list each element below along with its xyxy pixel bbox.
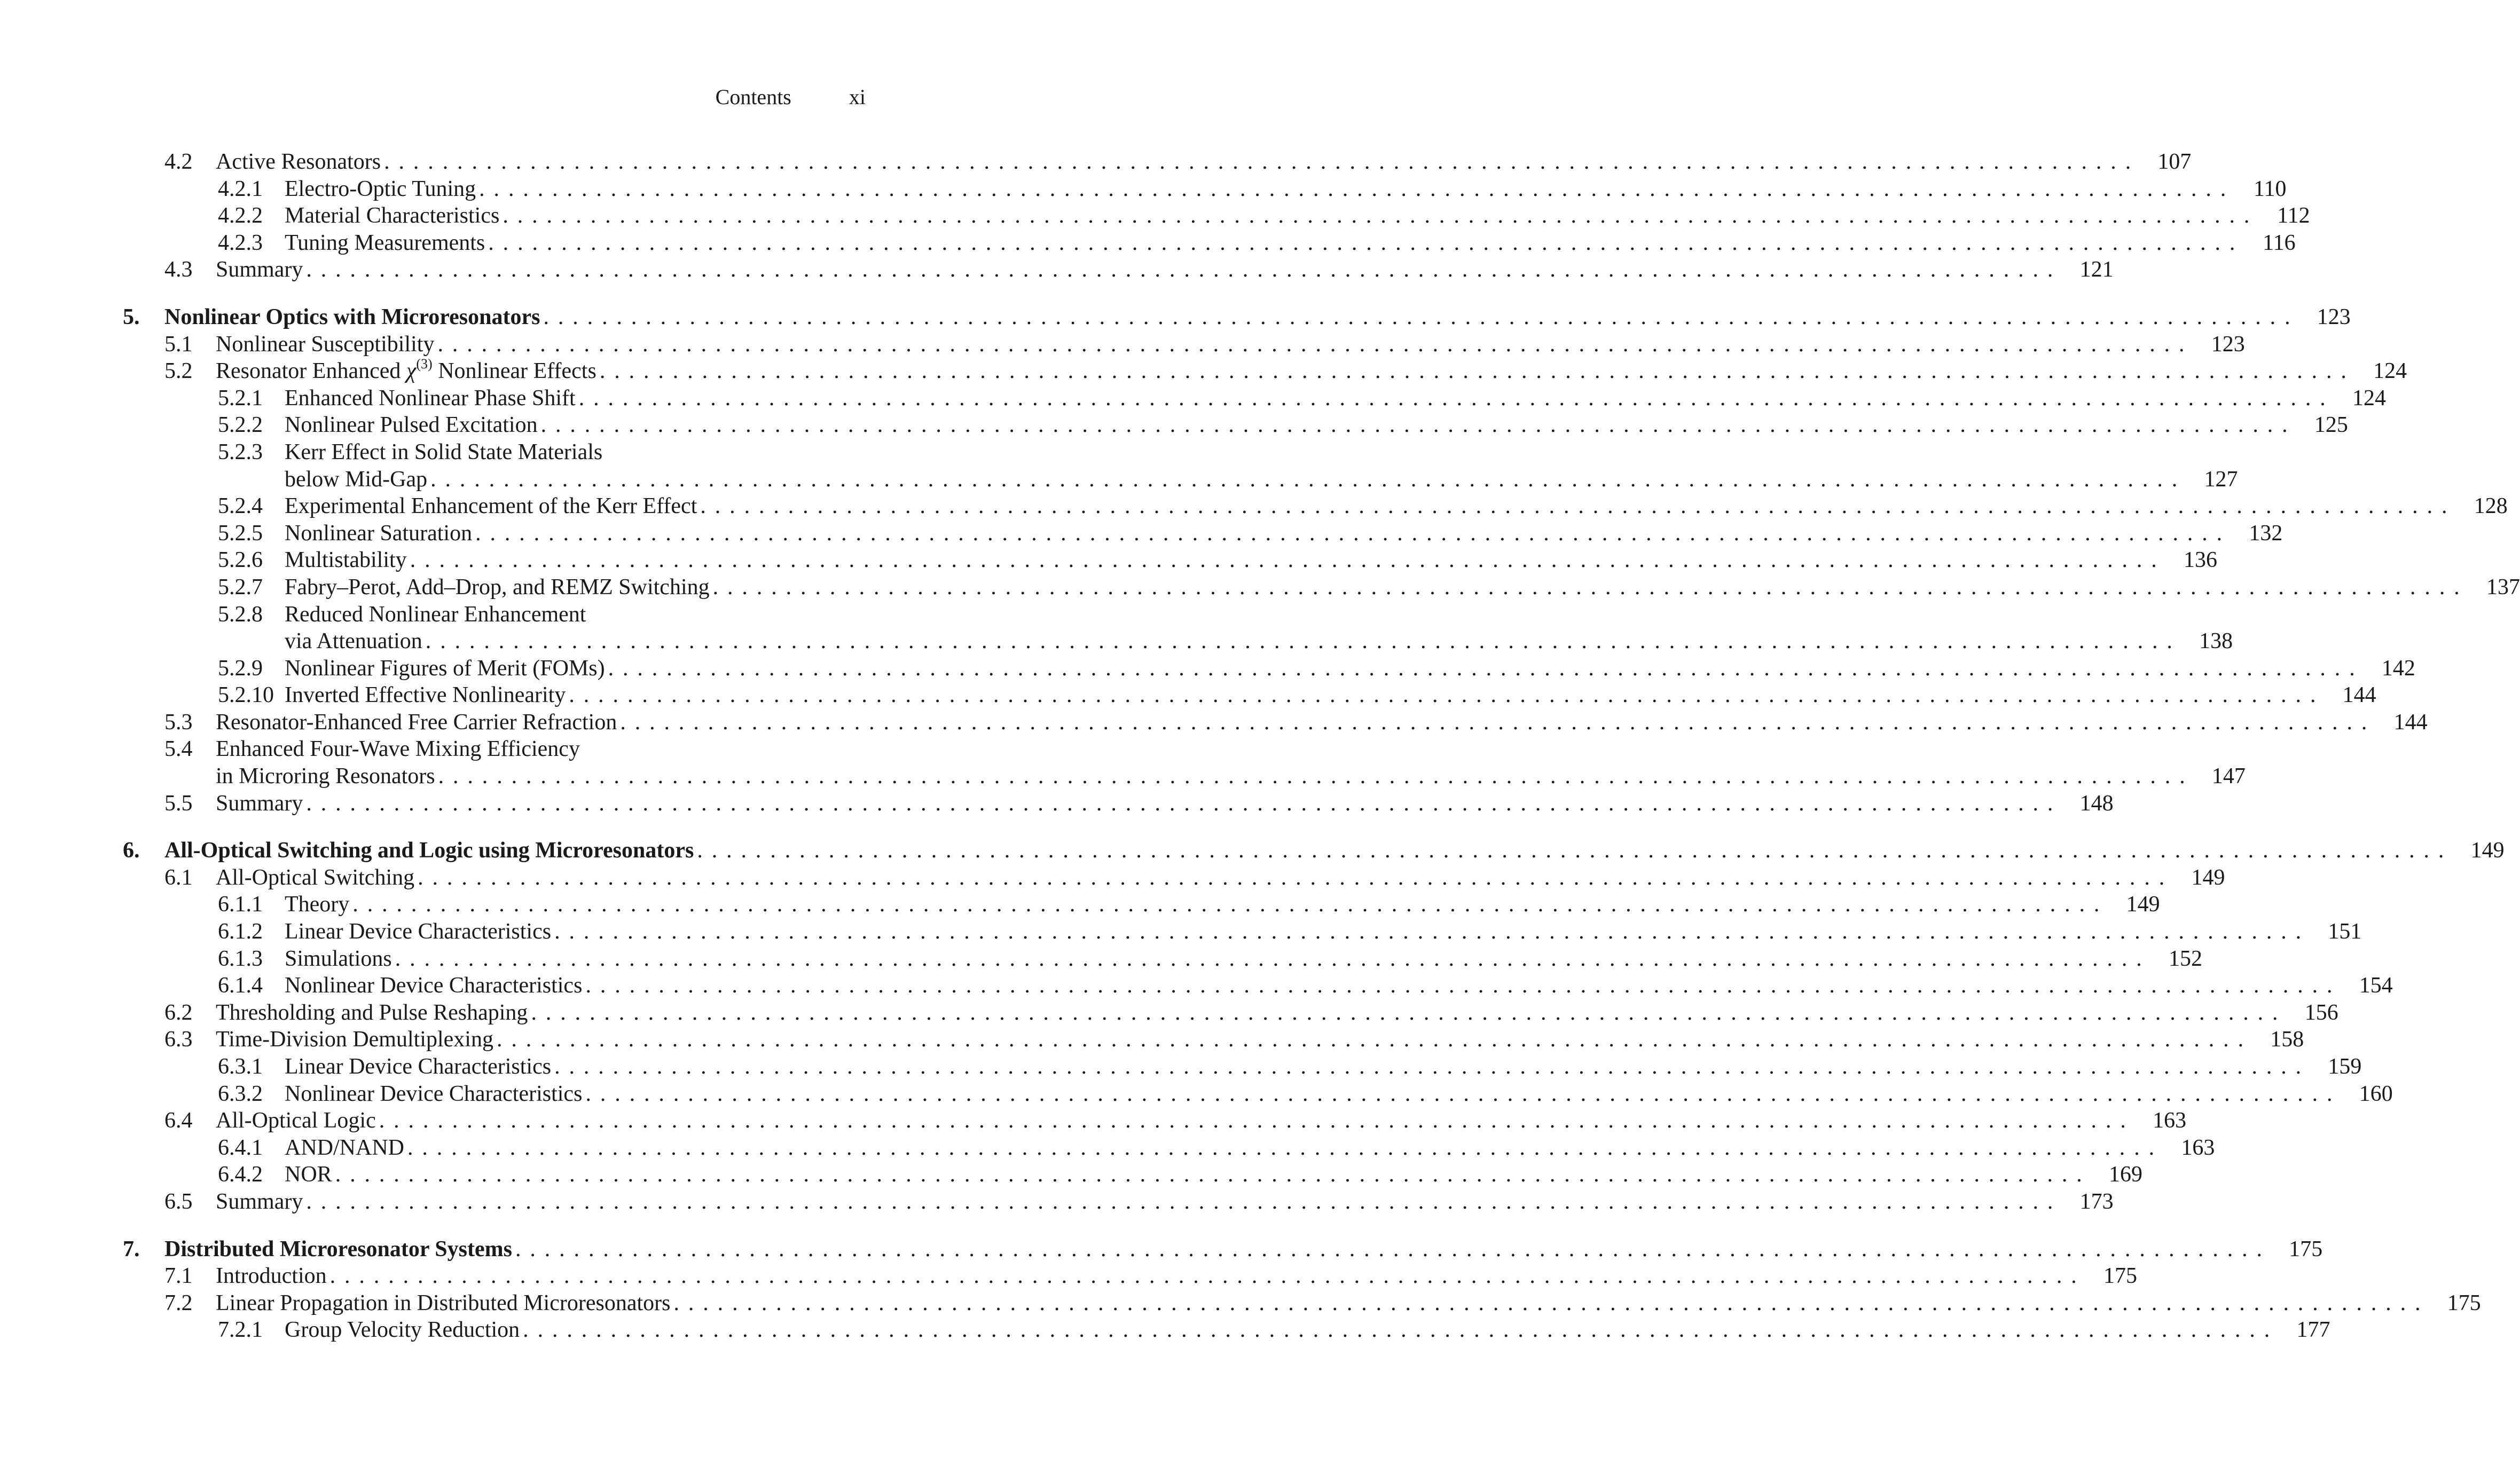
toc-entry-line [285,972,2393,999]
toc-entry[interactable] [123,790,2114,817]
toc-entry-title: Linear Device Characteristics [285,1054,552,1079]
toc-entry-line [285,918,2362,945]
dot-leader: . . . . . . . . . . . . . . . . . . . . . . . . . . . . . . . . . . . . . . . . . . . . . . . . . . . . . . . . . . . . . . . . . . . . . . . . . . . . . . . . . . . . . . . . . . . . . . . . . . . . . . . . . . . . . . . . . . . . . . . . [523,1318,2272,1343]
toc-entry[interactable] [123,763,2246,790]
toc-entry-line [285,601,866,628]
toc-entry-line [285,574,2520,601]
toc-entry-line [285,655,2415,682]
toc-entry[interactable] [123,1317,2330,1344]
toc-entry-title: Nonlinear Device Characteristics [285,973,583,998]
toc-entry-title: Experimental Enhancement of the Kerr Effect [285,494,697,519]
toc-entry-title: Thresholding and Pulse Reshaping [216,1000,528,1025]
toc-entry-page: 158 [2270,1027,2304,1052]
toc-entry[interactable] [123,709,2428,736]
toc-entry-number: 6.2 [164,1000,193,1025]
toc-entry[interactable] [123,1134,2215,1162]
header-page-number: xi [849,85,866,109]
toc-entry-page: 132 [2249,521,2283,546]
toc-entry-line [216,763,2246,790]
toc-entry-line [285,493,2508,520]
toc-entry-title: below Mid-Gap [285,467,428,492]
toc-entry-page: 138 [2199,629,2233,654]
toc-entry-number: 5.4 [164,737,193,762]
toc-entry-number: 5. [123,304,140,329]
toc-entry-number: 5.2.2 [218,413,263,438]
dot-leader: . . . . . . . . . . . . . . . . . . . . . . . . . . . . . . . . . . . . . . . . . . . . . . . . . . . . . . . . . . . . . . . . . . . . . . . . . . . . . . . . . . . . . . . . . . . . . . . . . . . . . . . . . . . . . . . . . . . . . . . . [569,683,2318,708]
toc-entry-line [285,466,2238,493]
toc-entry[interactable] [123,493,2508,520]
toc-entry-page: 107 [2157,149,2192,174]
dot-leader: . . . . . . . . . . . . . . . . . . . . . . . . . . . . . . . . . . . . . . . . . . . . . . . . . . . . . . . . . . . . . . . . . . . . . . . . . . . . . . . . . . . . . . . . . . . . . . . . . . . . . . . . . . . . . . . . . . . . . . . . [515,1236,2264,1262]
toc-entry-page: 124 [2352,385,2386,411]
toc-entry-number: 5.2.5 [218,521,263,546]
dot-leader: . . . . . . . . . . . . . . . . . . . . . . . . . . . . . . . . . . . . . . . . . . . . . . . . . . . . . . . . . . . . . . . . . . . . . . . . . . . . . . . . . . . . . . . . . . . . . . . . . . . . . . . . . . . . . . . . . . . . . . . . [554,919,2303,944]
toc-entry-title: All-Optical Switching and Logic using Microresonators [164,838,694,863]
toc-entry-number: 6. [123,838,140,863]
toc-chapter-entry[interactable] [123,1236,2323,1263]
toc-entry-number: 5.2.7 [218,574,263,600]
toc-entry-line [216,256,2114,283]
dot-leader: . . . . . . . . . . . . . . . . . . . . . . . . . . . . . . . . . . . . . . . . . . . . . . . . . . . . . . . . . . . . . . . . . . . . . . . . . . . . . . . . . . . . . . . . . . . . . . . . . . . . . . . . . . . . . . . . . . . . . . . . [488,230,2237,255]
dot-leader: . . . . . . . . . . . . . . . . . . . . . . . . . . . . . . . . . . . . . . . . . . . . . . . . . . . . . . . . . . . . . . . . . . . . . . . . . . . . . . . . . . . . . . . . . . . . . . . . . . . . . . . . . . . . . . . . . . . . . . . . [578,385,2327,411]
toc-entry[interactable] [123,202,2310,230]
toc-entry-title: Electro-Optic Tuning [285,176,476,201]
table-of-contents [123,148,2520,1344]
toc-entry-number: 6.1.3 [218,946,263,971]
toc-entry[interactable] [123,520,2283,547]
toc-entry-page: 142 [2381,656,2415,681]
toc-entry-line [285,682,2376,709]
toc-entry-title: via Attenuation [285,629,422,654]
toc-entry[interactable] [123,356,2407,385]
toc-entry[interactable] [123,439,866,466]
toc-entry-title: Reduced Nonlinear Enhancement [285,602,586,627]
toc-entry-line [285,628,2233,655]
toc-entry-title: NOR [285,1162,332,1187]
toc-entry-line [216,331,2245,358]
toc-entry[interactable] [123,574,2520,601]
toc-entry-title: Group Velocity Reduction [285,1318,520,1343]
toc-entry-page: 177 [2296,1318,2330,1343]
toc-entry-title: Material Characteristics [285,203,500,228]
toc-entry-line [285,202,2310,230]
toc-entry-number: 5.3 [164,710,193,735]
dot-leader: . . . . . . . . . . . . . . . . . . . . . . . . . . . . . . . . . . . . . . . . . . . . . . . . . . . . . . . . . . . . . . . . . . . . . . . . . . . . . . . . . . . . . . . . . . . . . . . . . . . . . . . . . . . . . . . . . . . . . . . . [503,203,2251,228]
toc-entry-page: 159 [2328,1054,2362,1079]
toc-entry[interactable] [123,1161,2142,1188]
dot-leader: . . . . . . . . . . . . . . . . . . . . . . . . . . . . . . . . . . . . . . . . . . . . . . . . . . . . . . . . . . . . . . . . . . . . . . . . . . . . . . . . . . . . . . . . . . . . . . . . . . . . . . . . . . . . . . . . . . . . . . . . [418,865,2166,890]
dot-leader: . . . . . . . . . . . . . . . . . . . . . . . . . . . . . . . . . . . . . . . . . . . . . . . . . . . . . . . . . . . . . . . . . . . . . . . . . . . . . . . . . . . . . . . . . . . . . . . . . . . . . . . . . . . . . . . . . . . . . . . . [335,1162,2084,1187]
toc-entry-title: Fabry–Perot, Add–Drop, and REMZ Switching [285,574,710,600]
toc-entry-number: 7.1 [164,1264,193,1289]
toc-entry-title: AND/NAND [285,1135,404,1160]
toc-entry-page: 163 [2153,1108,2187,1133]
dot-leader: . . . . . . . . . . . . . . . . . . . . . . . . . . . . . . . . . . . . . . . . . . . . . . . . . . . . . . . . . . . . . . . . . . . . . . . . . . . . . . . . . . . . . . . . . . . . . . . . . . . . . . . . . . . . . . . . . . . . . . . . [700,494,2449,519]
toc-entry-title: Distributed Microresonator Systems [164,1236,512,1262]
toc-entry-line [216,148,2192,176]
dot-leader: . . . . . . . . . . . . . . . . . . . . . . . . . . . . . . . . . . . . . . . . . . . . . . . . . . . . . . . . . . . . . . . . . . . . . . . . . . . . . . . . . . . . . . . . . . . . . . . . . . . . . . . . . . . . . . . . . . . . . . . . [608,656,2357,681]
toc-entry-page: 151 [2328,919,2362,944]
toc-entry-number: 6.3.1 [218,1054,263,1079]
dot-leader: . . . . . . . . . . . . . . . . . . . . . . . . . . . . . . . . . . . . . . . . . . . . . . . . . . . . . . . . . . . . . . . . . . . . . . . . . . . . . . . . . . . . . . . . . . . . . . . . . . . . . . . . . . . . . . . . . . . . . . . . [430,467,2179,492]
toc-entry-line [285,1053,2362,1081]
toc-entry-title: Multistability [285,548,407,573]
toc-entry-number: 6.4.1 [218,1135,263,1160]
toc-entry-number: 7.2 [164,1290,193,1315]
toc-entry-title: All-Optical Logic [216,1108,376,1133]
toc-entry-title: Tuning Measurements [285,230,485,255]
toc-entry-number: 4.3 [164,257,193,282]
toc-entry[interactable] [123,972,2393,999]
toc-entry-number: 7.2.1 [218,1318,263,1343]
toc-entry-line [216,1188,2114,1216]
toc-entry-title: Nonlinear Optics with Microresonators [164,304,540,329]
toc-entry[interactable] [123,331,2245,358]
toc-entry-page: 124 [2373,359,2407,384]
toc-entry[interactable] [123,736,866,763]
toc-entry-page: 163 [2181,1135,2215,1160]
toc-entry-page: 112 [2277,203,2310,228]
dot-leader: . . . . . . . . . . . . . . . . . . . . . . . . . . . . . . . . . . . . . . . . . . . . . . . . . . . . . . . . . . . . . . . . . . . . . . . . . . . . . . . . . . . . . . . . . . . . . . . . . . . . . . . . . . . . . . . . . . . . . . . . [306,257,2055,282]
toc-entry-page: 152 [2169,946,2203,971]
toc-entry-line [216,356,2407,385]
running-header [716,84,866,109]
toc-entry-page: 149 [2191,865,2225,890]
toc-entry-line [285,176,2287,203]
dot-leader: . . . . . . . . . . . . . . . . . . . . . . . . . . . . . . . . . . . . . . . . . . . . . . . . . . . . . . . . . . . . . . . . . . . . . . . . . . . . . . . . . . . . . . . . . . . . . . . . . . . . . . . . . . . . . . . . . . . . . . . . [407,1135,2156,1160]
header-section-title: Contents [715,85,791,109]
dot-leader: . . . . . . . . . . . . . . . . . . . . . . . . . . . . . . . . . . . . . . . . . . . . . . . . . . . . . . . . . . . . . . . . . . . . . . . . . . . . . . . . . . . . . . . . . . . . . . . . . . . . . . . . . . . . . . . . . . . . . . . . [585,973,2334,998]
toc-entry-page: 173 [2079,1189,2114,1214]
toc-entry-page: 160 [2359,1081,2393,1106]
toc-entry[interactable] [123,864,2225,892]
toc-entry-number: 7. [123,1236,140,1262]
toc-entry-line [285,945,2203,973]
toc-entry-page: 123 [2211,332,2245,357]
toc-entry-page: 149 [2470,838,2505,863]
toc-entry[interactable] [123,1107,2187,1134]
toc-entry-line [285,439,866,466]
toc-entry-page: 156 [2304,1000,2338,1025]
toc-entry-title: Summary [216,1189,303,1214]
toc-entry[interactable] [123,945,2203,973]
toc-entry-title: Summary [216,791,303,816]
dot-leader: . . . . . . . . . . . . . . . . . . . . . . . . . . . . . . . . . . . . . . . . . . . . . . . . . . . . . . . . . . . . . . . . . . . . . . . . . . . . . . . . . . . . . . . . . . . . . . . . . . . . . . . . . . . . . . . . . . . . . . . . [437,332,2186,357]
toc-entry-line [216,1107,2187,1134]
toc-entry-title: Active Resonators [216,149,381,174]
toc-entry[interactable] [123,256,2114,283]
toc-entry[interactable] [123,547,2217,574]
toc-entry-title: Linear Propagation in Distributed Microresonators [216,1290,671,1315]
toc-entry-number: 6.1 [164,865,193,890]
dot-leader: . . . . . . . . . . . . . . . . . . . . . . . . . . . . . . . . . . . . . . . . . . . . . . . . . . . . . . . . . . . . . . . . . . . . . . . . . . . . . . . . . . . . . . . . . . . . . . . . . . . . . . . . . . . . . . . . . . . . . . . . [540,413,2289,438]
toc-entry-page: 110 [2254,176,2287,201]
toc-entry-line [216,709,2428,736]
toc-entry-line [285,412,2348,439]
toc-entry-line [285,1161,2142,1188]
toc-entry[interactable] [123,655,2415,682]
toc-entry-number: 5.2.10 [218,683,274,708]
toc-entry-page: 121 [2079,257,2114,282]
toc-entry-title: Linear Device Characteristics [285,919,552,944]
dot-leader: . . . . . . . . . . . . . . . . . . . . . . . . . . . . . . . . . . . . . . . . . . . . . . . . . . . . . . . . . . . . . . . . . . . . . . . . . . . . . . . . . . . . . . . . . . . . . . . . . . . . . . . . . . . . . . . . . . . . . . . . [554,1054,2303,1079]
toc-entry-title: in Microring Resonators [216,764,435,789]
toc-entry[interactable] [123,385,2386,412]
toc-entry-number: 5.2.8 [218,602,263,627]
dot-leader: . . . . . . . . . . . . . . . . . . . . . . . . . . . . . . . . . . . . . . . . . . . . . . . . . . . . . . . . . . . . . . . . . . . . . . . . . . . . . . . . . . . . . . . . . . . . . . . . . . . . . . . . . . . . . . . . . . . . . . . . [425,629,2174,654]
toc-entry-number: 4.2.1 [218,176,263,201]
toc-entry-number: 5.5 [164,791,193,816]
toc-entry-line [285,547,2217,574]
toc-entry-page: 128 [2474,494,2508,519]
toc-entry-number: 5.2.4 [218,494,263,519]
toc-entry-page: 123 [2317,304,2351,329]
toc-entry-page: 137 [2486,574,2520,600]
toc-entry-number: 6.5 [164,1189,193,1214]
toc-entry[interactable] [123,1026,2304,1053]
dot-leader: . . . . . . . . . . . . . . . . . . . . . . . . . . . . . . . . . . . . . . . . . . . . . . . . . . . . . . . . . . . . . . . . . . . . . . . . . . . . . . . . . . . . . . . . . . . . . . . . . . . . . . . . . . . . . . . . . . . . . . . . [585,1081,2334,1106]
toc-entry-line [216,1263,2137,1290]
toc-entry-line [216,736,866,763]
dot-leader: . . . . . . . . . . . . . . . . . . . . . . . . . . . . . . . . . . . . . . . . . . . . . . . . . . . . . . . . . . . . . . . . . . . . . . . . . . . . . . . . . . . . . . . . . . . . . . . . . . . . . . . . . . . . . . . . . . . . . . . . [410,548,2158,573]
dot-leader: . . . . . . . . . . . . . . . . . . . . . . . . . . . . . . . . . . . . . . . . . . . . . . . . . . . . . . . . . . . . . . . . . . . . . . . . . . . . . . . . . . . . . . . . . . . . . . . . . . . . . . . . . . . . . . . . . . . . . . . . [306,1189,2055,1214]
toc-entry[interactable] [123,682,2376,709]
toc-entry[interactable] [123,412,2348,439]
toc-entry-title: Kerr Effect in Solid State Materials [285,439,603,464]
toc-entry-number: 5.2.9 [218,656,263,681]
toc-entry[interactable] [123,1188,2114,1216]
toc-entry[interactable] [123,1263,2137,1290]
toc-entry-number: 6.4.2 [218,1162,263,1187]
toc-entry-page: 154 [2359,973,2393,998]
toc-entry[interactable] [123,466,2238,493]
dot-leader: . . . . . . . . . . . . . . . . . . . . . . . . . . . . . . . . . . . . . . . . . . . . . . . . . . . . . . . . . . . . . . . . . . . . . . . . . . . . . . . . . . . . . . . . . . . . . . . . . . . . . . . . . . . . . . . . . . . . . . . . [543,304,2292,329]
toc-entry-line [216,1290,2481,1317]
toc-entry-title: Simulations [285,946,392,971]
dot-leader: . . . . . . . . . . . . . . . . . . . . . . . . . . . . . . . . . . . . . . . . . . . . . . . . . . . . . . . . . . . . . . . . . . . . . . . . . . . . . . . . . . . . . . . . . . . . . . . . . . . . . . . . . . . . . . . . . . . . . . . . [438,764,2187,789]
toc-entry-line [216,1026,2304,1053]
toc-entry[interactable] [123,628,2233,655]
dot-leader: . . . . . . . . . . . . . . . . . . . . . . . . . . . . . . . . . . . . . . . . . . . . . . . . . . . . . . . . . . . . . . . . . . . . . . . . . . . . . . . . . . . . . . . . . . . . . . . . . . . . . . . . . . . . . . . . . . . . . . . . [329,1264,2078,1289]
toc-entry-line [285,1134,2215,1162]
toc-entry-number: 4.2 [164,149,193,174]
toc-entry-title: Time-Division Demultiplexing [216,1027,493,1052]
dot-leader: . . . . . . . . . . . . . . . . . . . . . . . . . . . . . . . . . . . . . . . . . . . . . . . . . . . . . . . . . . . . . . . . . . . . . . . . . . . . . . . . . . . . . . . . . . . . . . . . . . . . . . . . . . . . . . . . . . . . . . . . [599,359,2349,384]
toc-entry-page: 148 [2079,791,2114,816]
toc-entry-page: 175 [2447,1290,2481,1315]
dot-leader: . . . . . . . . . . . . . . . . . . . . . . . . . . . . . . . . . . . . . . . . . . . . . . . . . . . . . . . . . . . . . . . . . . . . . . . . . . . . . . . . . . . . . . . . . . . . . . . . . . . . . . . . . . . . . . . . . . . . . . . . [531,1000,2280,1025]
toc-entry-title: Nonlinear Pulsed Excitation [285,413,538,438]
toc-entry-line [285,1317,2330,1344]
dot-leader: . . . . . . . . . . . . . . . . . . . . . . . . . . . . . . . . . . . . . . . . . . . . . . . . . . . . . . . . . . . . . . . . . . . . . . . . . . . . . . . . . . . . . . . . . . . . . . . . . . . . . . . . . . . . . . . . . . . . . . . . [712,574,2461,600]
toc-entry-page: 175 [2103,1264,2137,1289]
toc-entry-number: 4.2.2 [218,203,263,228]
toc-entry-number: 4.2.3 [218,230,263,255]
toc-entry-number: 6.4 [164,1108,193,1133]
toc-entry-number: 5.2.6 [218,548,263,573]
toc-entry-line [216,864,2225,892]
dot-leader: . . . . . . . . . . . . . . . . . . . . . . . . . . . . . . . . . . . . . . . . . . . . . . . . . . . . . . . . . . . . . . . . . . . . . . . . . . . . . . . . . . . . . . . . . . . . . . . . . . . . . . . . . . . . . . . . . . . . . . . . [479,176,2228,201]
toc-entry[interactable] [123,891,2160,918]
toc-entry-page: 116 [2263,230,2296,255]
toc-entry-title: All-Optical Switching [216,865,415,890]
toc-entry-page: 147 [2211,764,2246,789]
dot-leader: . . . . . . . . . . . . . . . . . . . . . . . . . . . . . . . . . . . . . . . . . . . . . . . . . . . . . . . . . . . . . . . . . . . . . . . . . . . . . . . . . . . . . . . . . . . . . . . . . . . . . . . . . . . . . . . . . . . . . . . . [673,1290,2422,1315]
toc-entry-title: Nonlinear Saturation [285,521,473,546]
toc-entry-title: Nonlinear Susceptibility [216,332,435,357]
toc-entry-page: 136 [2184,548,2217,573]
toc-entry[interactable] [123,1053,2362,1081]
toc-entry-line [164,304,2351,331]
toc-entry-page: 144 [2342,683,2376,708]
toc-entry[interactable] [123,601,866,628]
toc-entry-number: 5.1 [164,332,193,357]
toc-entry-number: 5.2.3 [218,439,263,464]
toc-entry-line [285,1081,2393,1108]
toc-entry[interactable] [123,176,2287,203]
toc-entry[interactable] [123,1081,2393,1108]
toc-entry[interactable] [123,230,2296,257]
toc-entry-title: Inverted Effective Nonlinearity [285,683,566,708]
dot-leader: . . . . . . . . . . . . . . . . . . . . . . . . . . . . . . . . . . . . . . . . . . . . . . . . . . . . . . . . . . . . . . . . . . . . . . . . . . . . . . . . . . . . . . . . . . . . . . . . . . . . . . . . . . . . . . . . . . . . . . . . [306,791,2055,816]
toc-entry-line [164,837,2505,864]
toc-entry-page: 149 [2126,892,2160,917]
toc-entry-page: 175 [2289,1236,2323,1262]
toc-entry-number: 6.3 [164,1027,193,1052]
toc-entry-number: 5.2.1 [218,385,263,411]
dot-leader: . . . . . . . . . . . . . . . . . . . . . . . . . . . . . . . . . . . . . . . . . . . . . . . . . . . . . . . . . . . . . . . . . . . . . . . . . . . . . . . . . . . . . . . . . . . . . . . . . . . . . . . . . . . . . . . . . . . . . . . . [496,1027,2246,1052]
toc-entry-title: Nonlinear Figures of Merit (FOMs) [285,656,605,681]
toc-entry[interactable] [123,918,2362,945]
dot-leader: . . . . . . . . . . . . . . . . . . . . . . . . . . . . . . . . . . . . . . . . . . . . . . . . . . . . . . . . . . . . . . . . . . . . . . . . . . . . . . . . . . . . . . . . . . . . . . . . . . . . . . . . . . . . . . . . . . . . . . . . [620,710,2369,735]
toc-entry-title: Summary [216,257,303,282]
toc-entry-title: Introduction [216,1264,327,1289]
dot-leader: . . . . . . . . . . . . . . . . . . . . . . . . . . . . . . . . . . . . . . . . . . . . . . . . . . . . . . . . . . . . . . . . . . . . . . . . . . . . . . . . . . . . . . . . . . . . . . . . . . . . . . . . . . . . . . . . . . . . . . . . [395,946,2144,971]
dot-leader: . . . . . . . . . . . . . . . . . . . . . . . . . . . . . . . . . . . . . . . . . . . . . . . . . . . . . . . . . . . . . . . . . . . . . . . . . . . . . . . . . . . . . . . . . . . . . . . . . . . . . . . . . . . . . . . . . . . . . . . . [352,892,2101,917]
toc-entry-number: 6.1.2 [218,919,263,944]
toc-entry-number: 5.2 [164,359,193,384]
toc-entry-number: 6.3.2 [218,1081,263,1106]
toc-entry-title: Enhanced Four-Wave Mixing Efficiency [216,737,580,762]
toc-entry-page: 125 [2314,413,2348,438]
toc-entry[interactable] [123,1290,2481,1317]
toc-entry-line [285,891,2160,918]
toc-entry-line [285,520,2283,547]
toc-entry-line [216,999,2338,1027]
toc-chapter-entry[interactable] [123,837,2505,864]
toc-entry-line [285,385,2386,412]
toc-entry-title: Resonator-Enhanced Free Carrier Refraction [216,710,617,735]
toc-entry-page: 127 [2204,467,2238,492]
toc-entry[interactable] [123,148,2192,176]
toc-entry-page: 144 [2393,710,2428,735]
toc-entry-line [285,230,2296,257]
toc-entry-page: 169 [2109,1162,2142,1187]
toc-entry-title: Enhanced Nonlinear Phase Shift [285,385,576,411]
toc-entry-line [164,1236,2323,1263]
toc-entry-title: Nonlinear Device Characteristics [285,1081,583,1106]
dot-leader: . . . . . . . . . . . . . . . . . . . . . . . . . . . . . . . . . . . . . . . . . . . . . . . . . . . . . . . . . . . . . . . . . . . . . . . . . . . . . . . . . . . . . . . . . . . . . . . . . . . . . . . . . . . . . . . . . . . . . . . . [475,521,2224,546]
dot-leader: . . . . . . . . . . . . . . . . . . . . . . . . . . . . . . . . . . . . . . . . . . . . . . . . . . . . . . . . . . . . . . . . . . . . . . . . . . . . . . . . . . . . . . . . . . . . . . . . . . . . . . . . . . . . . . . . . . . . . . . . [384,149,2133,174]
toc-entry-title: Resonator Enhanced $\chi^{(3)}$ Nonlinear Effects [216,356,596,384]
toc-entry[interactable] [123,999,2338,1027]
toc-entry-title: Theory [285,892,350,917]
toc-entry-number: 6.1.1 [218,892,263,917]
toc-entry-number: 6.1.4 [218,973,263,998]
dot-leader: . . . . . . . . . . . . . . . . . . . . . . . . . . . . . . . . . . . . . . . . . . . . . . . . . . . . . . . . . . . . . . . . . . . . . . . . . . . . . . . . . . . . . . . . . . . . . . . . . . . . . . . . . . . . . . . . . . . . . . . . [697,838,2446,863]
toc-chapter-entry[interactable] [123,304,2351,331]
toc-entry-line [216,790,2114,817]
dot-leader: . . . . . . . . . . . . . . . . . . . . . . . . . . . . . . . . . . . . . . . . . . . . . . . . . . . . . . . . . . . . . . . . . . . . . . . . . . . . . . . . . . . . . . . . . . . . . . . . . . . . . . . . . . . . . . . . . . . . . . . . [379,1108,2128,1133]
